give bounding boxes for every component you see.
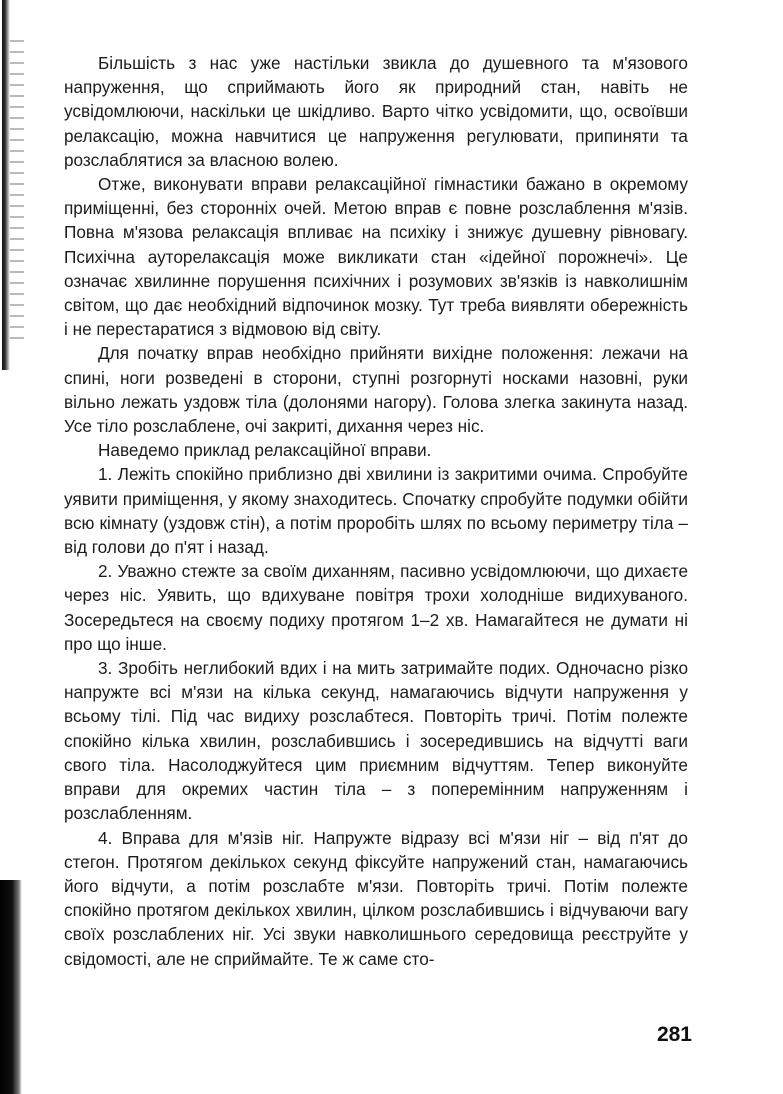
binding-edge-bottom [0, 880, 22, 1094]
page-number: 281 [656, 1023, 692, 1046]
paragraph-1: Більшість з нас уже настільки звикла до душевного та м'язового напруження, що сприймають його як природний стан, навіть не усвідомлюючи, наскільки це шкідливо. Варто чітко усвідомити, що, освоївши релаксацію, можна навчитися це напруження регулювати, припиняти та розслаблятися за власною волею. [64, 53, 688, 170]
exercise-step-3: 3. Зробіть неглибокий вдих і на мить затримайте подих. Одночасно різко напружте всі м'язи на кілька секунд, намагаючись відчути напруження у всьому тілі. Під час видиху розслабтеся. Повторіть тричі. Потім полежте спокійно кілька хвилин, розслабившись і зосередившись на відчутті ваги свого тіла. Насолоджуйтеся цим приємним відчуттям. Тепер виконуйте вправи для окремих частин тіла – з поперемінним напруженням і розслабленням. [64, 658, 688, 824]
binding-specks [10, 40, 24, 340]
exercise-step-4: 4. Вправа для м'язів ніг. Напружте відразу всі м'язи ніг – від п'ят до стегон. Протягом декількох секунд фіксуйте напружений стан, намагаючись його відчути, а потім розслабте м'язи. Повторіть тричі. Потім полежте спокійно протягом декількох хвилин, цілком розслабившись і відчуваючи вагу своїх розслаблених ніг. Усі звуки навколишнього середовища реєструйте у свідомості, але не сприймайте. Те ж саме сто- [64, 827, 688, 969]
page-body [64, 51, 688, 971]
paragraph-2: Отже, виконувати вправи релаксаційної гімнастики бажано в окремому приміщенні, без сторонніх очей. Метою вправ є повне розслаблення м'язів. Повна м'язова релаксація впливає на психіку і знижує душевну рівновагу. Психічна ауторелаксація може викликати стан «ідейної порожнечі». Це означає хвилинне порушення психічних і розумових зв'язків із навколишнім світом, що дає необхідний відпочинок мозку. Тут треба виявляти обережність і не перестаратися з відмовою від світу. [64, 174, 688, 340]
binding-edge-top [2, 0, 10, 370]
exercise-step-2: 2. Уважно стежте за своїм диханням, пасивно усвідомлюючи, що дихаєте через ніс. Уявить, що вдихуване повітря трохи холодніше видихуваного. Зосередьтеся на своєму подиху протягом 1–2 хв. Намагайтеся не думати ні про що інше. [64, 561, 688, 654]
paragraph-4: Наведемо приклад релаксаційної вправи. [98, 440, 432, 461]
exercise-step-1: 1. Лежіть спокійно приблизно дві хвилини із закритими очима. Спробуйте уявити приміщення, у якому знаходитесь. Спочатку спробуйте подумки обійти всю кімнату (уздовж стін), а потім проробіть шлях по всьому периметру тіла – від голови до п'ят і назад. [64, 464, 688, 558]
book-binding-shadow [0, 0, 30, 1094]
paragraph-3: Для початку вправ необхідно прийняти вихідне положення: лежачи на спині, ноги розведені в сторони, ступні розгорнуті носками назовні, руки вільно лежать уздовж тіла (долонями нагору). Голова злегка закинута назад. Усе тіло розслаблене, очі закриті, дихання через ніс. [64, 343, 688, 437]
